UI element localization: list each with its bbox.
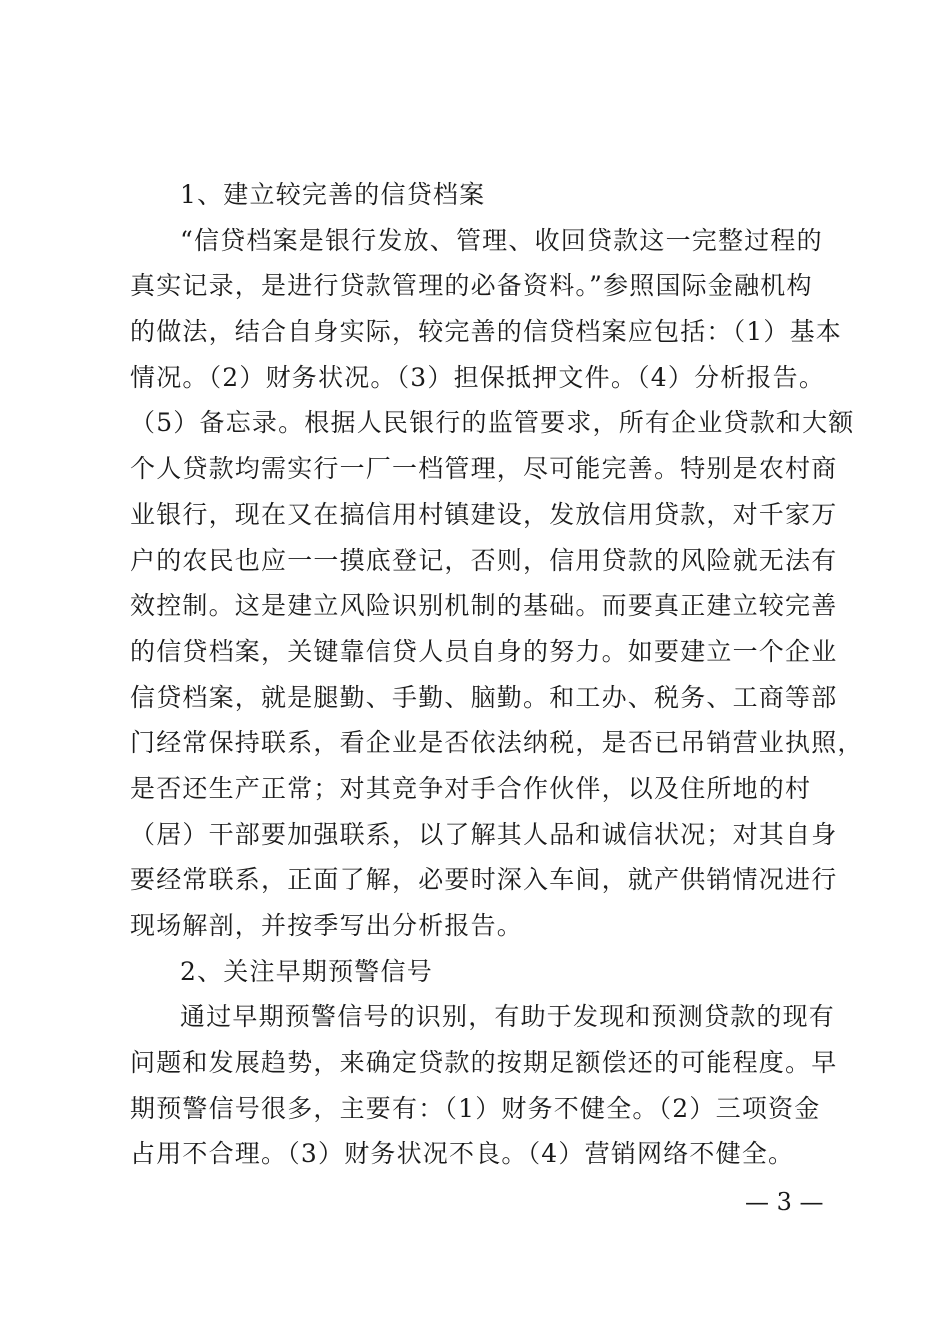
paragraph-line: 业银行，现在又在搞信用村镇建设，发放信用贷款，对千家万 (130, 499, 838, 529)
paragraph-line: 要经常联系，正面了解，必要时深入车间，就产供销情况进行 (130, 865, 838, 895)
paragraph-line: 户的农民也应一一摸底登记，否则，信用贷款的风险就无法有 (130, 545, 838, 575)
paragraph-line: 占用不合理。（3）财务状况不良。（4）营销网络不健全。 (130, 1139, 795, 1169)
paragraph-line: 真实记录，是进行贷款管理的必备资料。”参照国际金融机构 (130, 271, 813, 301)
paragraph-line: 现场解剖，并按季写出分析报告。 (130, 911, 524, 940)
paragraph-line: 期预警信号很多，主要有：（1）财务不健全。（2）三项资金 (130, 1093, 821, 1123)
paragraph-line: 问题和发展趋势，来确定贷款的按期足额偿还的可能程度。早 (130, 1048, 838, 1078)
paragraph-line: 效控制。这是建立风险识别机制的基础。而要真正建立较完善 (130, 591, 838, 621)
paragraph-line: 个人贷款均需实行一厂一档管理，尽可能完善。特别是农村商 (130, 454, 838, 484)
paragraph-line: （居）干部要加强联系，以了解其人品和诚信状况；对其自身 (130, 819, 838, 849)
paragraph-line: “信贷档案是银行发放、管理、收回贷款这一完整过程的 (180, 225, 823, 255)
paragraph-line: 通过早期预警信号的识别，有助于发现和预测贷款的现有 (180, 1002, 836, 1032)
paragraph-line: 的信贷档案，关键靠信贷人员自身的努力。如要建立一个企业 (130, 636, 838, 666)
paragraph-line: 门经常保持联系，看企业是否依法纳税，是否已吊销营业执照， (130, 728, 864, 758)
page-number: — 3 — (745, 1188, 824, 1216)
section-heading-1: 1、建立较完善的信贷档案 (180, 180, 486, 209)
document-body (130, 172, 864, 1177)
paragraph-line: 的做法，结合自身实际，较完善的信贷档案应包括：（1）基本 (130, 317, 843, 347)
paragraph-line: （5）备忘录。根据人民银行的监管要求，所有企业贷款和大额 (130, 408, 855, 438)
section-heading-2: 2、关注早期预警信号 (180, 956, 433, 986)
paragraph-line: 是否还生产正常；对其竞争对手合作伙伴，以及住所地的村 (130, 773, 812, 803)
paragraph-line: 情况。（2）财务状况。（3）担保抵押文件。（4）分析报告。 (130, 362, 826, 392)
paragraph-line: 信贷档案，就是腿勤、手勤、脑勤。和工办、税务、工商等部 (130, 682, 838, 712)
